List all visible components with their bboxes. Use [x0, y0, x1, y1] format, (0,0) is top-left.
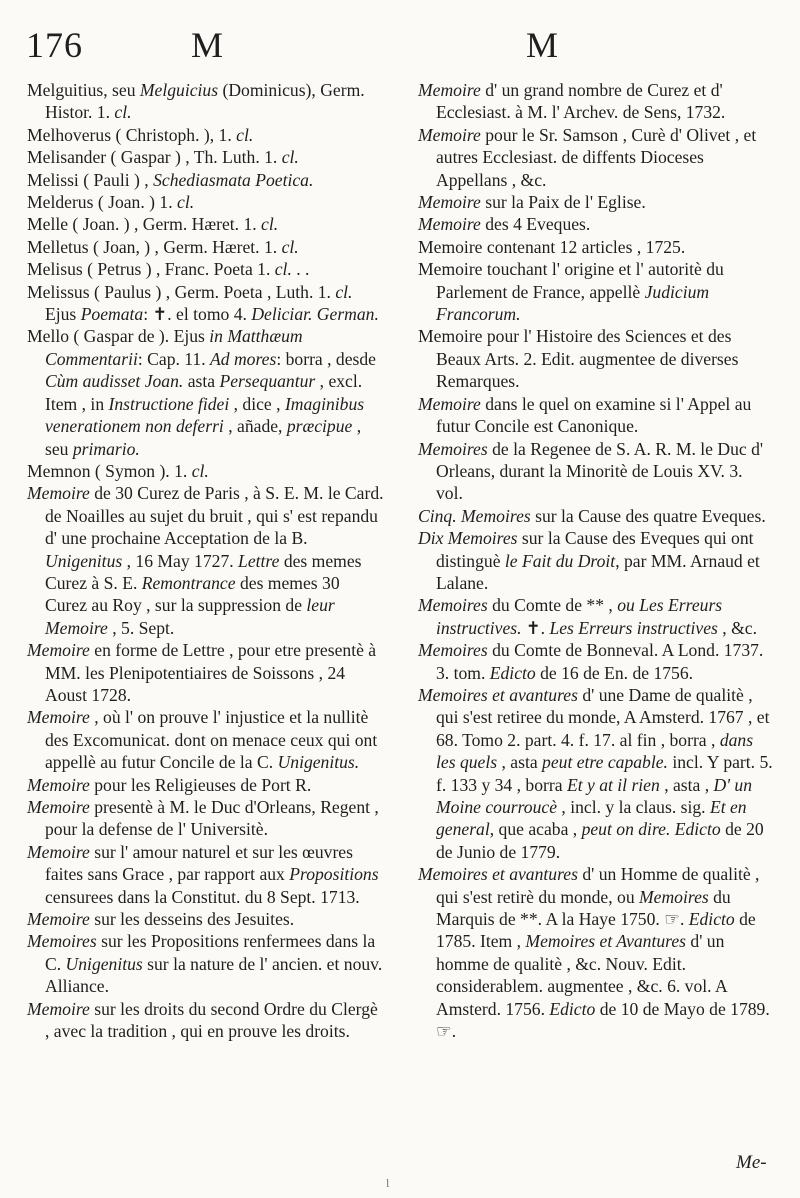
- index-entry: [418, 863, 773, 1042]
- entry-text: sur la nature de l' ancien. et nouv. Alliance.: [45, 953, 383, 997]
- entry-text: , asta ,: [659, 774, 714, 795]
- entry-italic-text: Memoire: [27, 483, 90, 504]
- entry-italic-text: Memoire: [27, 998, 90, 1019]
- entry-italic-text: Memoire: [418, 80, 481, 100]
- index-entry: [418, 213, 773, 235]
- entry-italic-text: cl.: [114, 102, 132, 123]
- entry-italic-text: Dix Memoires: [418, 528, 518, 549]
- index-entry: [418, 79, 773, 124]
- entry-text: d' une Dame de qualitè , qui s'est retiree du monde, A Amsterd. 1767 , et 68. Tomo 2. part. 4. f. 17. al fin , borra ,: [436, 684, 770, 750]
- entry-italic-text: cl.: [281, 236, 299, 257]
- entry-italic-text: Remontrance: [141, 572, 236, 593]
- index-entry: [27, 124, 385, 146]
- entry-italic-text: peut etre capable.: [542, 752, 668, 773]
- entry-italic-text: Edicto: [549, 998, 596, 1019]
- bottom-mark: l: [386, 1176, 390, 1190]
- index-entry: [27, 908, 385, 930]
- entry-italic-text: cl.: [177, 192, 195, 213]
- entry-text: Ejus: [45, 304, 81, 325]
- entry-text: Melle ( Joan. ) , Germ. Hæret. 1.: [27, 214, 262, 235]
- entry-text: du Comte de Bonneval. A Lond. 1737. 3. tom.: [436, 640, 764, 683]
- index-entry: [27, 191, 385, 213]
- entry-text: , incl. y la claus. sig.: [557, 797, 710, 817]
- entry-italic-text: Cùm audisset Joan.: [45, 371, 184, 392]
- entry-text: du Marquis de **. A la Haye 1750. ☞.: [436, 886, 731, 930]
- entry-text: Memoire contenant 12 articles , 1725.: [418, 236, 686, 257]
- entry-italic-text: Ad mores: [210, 348, 277, 369]
- entry-text: Melguitius, seu: [27, 80, 140, 100]
- index-entry: [418, 325, 773, 392]
- entry-text: d' un homme de qualitè , &c. Nouv. Edit. considerablem. augmentee , &c. 6. vol. A Amsterd. 1756.: [436, 931, 727, 1019]
- entry-italic-text: Memoire: [418, 393, 481, 414]
- entry-text: : ✝. el tomo 4.: [143, 304, 252, 325]
- index-entry: [27, 774, 385, 796]
- index-entry: [27, 639, 385, 706]
- entry-text: , añade,: [223, 416, 287, 437]
- entry-italic-text: Persequantur: [219, 371, 316, 392]
- entry-italic-text: ou Les Erreurs instructives.: [436, 595, 723, 638]
- index-entry: [27, 998, 385, 1043]
- page-number: 176: [26, 25, 83, 65]
- index-entry: [27, 706, 385, 773]
- index-entry: [27, 482, 385, 639]
- entry-italic-text: Memoire: [27, 909, 90, 930]
- entry-text: Memnon ( Symon ). 1.: [27, 460, 192, 481]
- entry-italic-text: Lettre: [238, 550, 280, 571]
- entry-italic-text: Memoires: [418, 640, 488, 661]
- index-entry: [27, 236, 385, 258]
- entry-text: des memes 30 Curez au Roy , sur la suppression de: [45, 572, 340, 616]
- entry-text: , par MM. Arnaud et Lalane.: [436, 550, 760, 593]
- entry-italic-text: Unigenitus: [45, 550, 123, 571]
- index-entry: [418, 258, 773, 325]
- entry-text: , 5. Sept.: [107, 617, 175, 638]
- entry-italic-text: D' un Moine courroucè: [436, 774, 753, 817]
- entry-italic-text: Les Erreurs instructives: [549, 617, 718, 638]
- entry-italic-text: Instructione fidei: [108, 393, 230, 414]
- index-entry: [27, 796, 385, 841]
- entry-text: sur la Cause des Eveques qui ont distinguè: [436, 528, 754, 571]
- index-entry: [418, 393, 773, 438]
- entry-italic-text: Memoires et Avantures: [525, 931, 687, 952]
- index-entry: [418, 236, 773, 258]
- entry-italic-text: cl.: [191, 460, 209, 481]
- entry-italic-text: Memoire: [27, 707, 90, 728]
- index-entry: [27, 460, 385, 482]
- entry-text: , &c.: [717, 617, 757, 638]
- entry-text: , excl. Item , in: [45, 371, 363, 414]
- entry-italic-text: peut on dire. Edicto: [581, 819, 721, 840]
- entry-text: : Cap. 11.: [137, 348, 211, 369]
- index-entry: [418, 124, 773, 191]
- entry-text: . .: [291, 259, 310, 280]
- entry-text: Melisus ( Petrus ) , Franc. Poeta 1.: [27, 259, 275, 280]
- catchword: Me-: [736, 1152, 767, 1173]
- entry-text: Melissi ( Pauli ) ,: [27, 169, 154, 190]
- entry-text: Melderus ( Joan. ) 1.: [27, 192, 178, 213]
- entry-text: sur les droits du second Ordre du Clergè , avec la tradition , qui en prouve les droits.: [45, 998, 378, 1042]
- entry-text: Melissus ( Paulus ) , Germ. Poeta , Luth. 1.: [27, 281, 336, 302]
- entry-italic-text: Cinq. Memoires: [418, 505, 531, 526]
- entry-text: de 16 de En. de 1756.: [535, 662, 694, 683]
- index-entry: [27, 213, 385, 235]
- index-entry: [418, 191, 773, 213]
- entry-text: d' un grand nombre de Curez et d' Ecclesiast. à M. l' Archev. de Sens, 1732.: [436, 80, 726, 123]
- entry-italic-text: in Matthæum Commentarii: [45, 326, 303, 369]
- entry-text: sur les desseins des Jesuites.: [89, 909, 295, 930]
- index-entry: [418, 505, 773, 527]
- index-entry: [27, 841, 385, 908]
- entry-text: de 1785. Item ,: [436, 909, 756, 952]
- entry-italic-text: Memoire: [418, 124, 481, 145]
- entry-italic-text: Memoires et avantures: [418, 864, 578, 885]
- entry-text: asta: [183, 371, 220, 392]
- entry-italic-text: Deliciar. German.: [251, 304, 379, 325]
- entry-text: de 30 Curez de Paris , à S. E. M. le Card. de Noailles au sujet du bruit , qui s' est repandu d' une prochaine Acceptation de la B.: [45, 483, 384, 549]
- entry-text: , seu: [45, 416, 362, 459]
- entry-italic-text: Schediasmata Poetica.: [153, 169, 314, 190]
- entry-italic-text: Memoire: [27, 797, 90, 817]
- entry-text: censurees dans la Constitut. du 8 Sept. 1713.: [45, 886, 360, 907]
- entry-text: Melletus ( Joan, ) , Germ. Hæret. 1.: [27, 236, 282, 257]
- entry-text: sur la Cause des quatre Eveques.: [530, 505, 766, 526]
- entry-italic-text: le Fait du Droit: [504, 550, 616, 571]
- entry-italic-text: Memoires: [418, 595, 488, 616]
- entry-italic-text: Judicium Francorum.: [436, 281, 710, 325]
- entry-italic-text: Melguicius: [139, 80, 219, 100]
- header-letter-right: M: [526, 25, 560, 65]
- entry-italic-text: Unigenitus.: [277, 752, 360, 773]
- index-entry: [27, 169, 385, 191]
- entry-italic-text: cl.: [236, 124, 254, 145]
- index-entry: [27, 79, 385, 124]
- entry-text: du Comte de ** ,: [487, 595, 618, 616]
- entry-text: des memes Curez à S. E.: [45, 550, 362, 593]
- entry-text: , 16 May 1727.: [122, 550, 239, 571]
- entry-italic-text: Memoire: [418, 192, 481, 213]
- entry-text: Mello ( Gaspar de ). Ejus: [27, 326, 210, 347]
- entry-text: pour le Sr. Samson , Curè d' Olivet , et autres Ecclesiast. de diffents Dioceses Appellans , &c.: [436, 124, 757, 190]
- entry-italic-text: Et y at il rien: [566, 774, 660, 795]
- entry-italic-text: Memoires: [27, 931, 97, 952]
- entry-italic-text: Memoire: [27, 841, 90, 862]
- entry-text: sur la Paix de l' Eglise.: [480, 192, 646, 213]
- entry-text: Memoire pour l' Histoire des Sciences et des Beaux Arts. 2. Edit. augmentee de diverses Remarques.: [418, 326, 739, 392]
- index-entry: [418, 594, 773, 639]
- index-entry: [27, 146, 385, 168]
- entry-text: , que acaba ,: [489, 819, 582, 840]
- entry-text: de la Regenee de S. A. R. M. le Duc d' Orleans, durant la Minoritè de Louis XV. 3. vol.: [436, 438, 764, 504]
- entry-text: dans le quel on examine si l' Appel au futur Concile est Canonique.: [436, 393, 752, 437]
- index-entry: [27, 930, 385, 997]
- entry-text: Melhoverus ( Christoph. ), 1.: [27, 124, 237, 145]
- entry-text: Melisander ( Gaspar ) , Th. Luth. 1.: [27, 147, 282, 168]
- entry-text: , asta: [497, 752, 543, 773]
- entry-italic-text: leur Memoire: [45, 595, 335, 638]
- entry-text: sur les Propositions renfermees dans la C.: [45, 931, 376, 974]
- entry-text: presentè à M. le Duc d'Orleans, Regent , pour la defense de l' Universitè.: [45, 797, 379, 840]
- entry-italic-text: Imaginibus venerationem non deferri: [45, 393, 365, 437]
- right-column: [418, 79, 773, 1042]
- entry-italic-text: Memoires et avantures: [418, 684, 578, 705]
- entry-italic-text: Memoire: [27, 774, 90, 795]
- entry-text: , où l' on prouve l' injustice et la nullitè des Excomunicat. dont on menace ceux qui ont appellè au futur Concile de la C.: [45, 707, 378, 773]
- entry-italic-text: cl.: [261, 214, 279, 235]
- entry-text: de 10 de Mayo de 1789. ☞.: [436, 998, 770, 1042]
- entry-italic-text: Edicto: [688, 909, 735, 930]
- running-header: [26, 14, 776, 78]
- index-entry: [27, 325, 385, 459]
- entry-text: incl. Y part. 5. f. 133 y 34 , borra: [436, 752, 773, 795]
- entry-text: en forme de Lettre , pour etre presentè à MM. les Plenipotentiaires de Soissons , 24 Aoust 1728.: [45, 640, 377, 705]
- entry-italic-text: primario.: [72, 438, 140, 459]
- entry-text: de 20 de Junio de 1779.: [436, 819, 764, 862]
- entry-italic-text: Propositions: [289, 864, 379, 885]
- index-entry: [418, 639, 773, 684]
- entry-italic-text: Memoires: [639, 886, 709, 907]
- entry-italic-text: Unigenitus: [65, 953, 143, 974]
- entry-text: d' un Homme de qualitè , qui s'est retirè du monde, ou: [436, 864, 760, 907]
- left-column: [27, 79, 385, 1042]
- entry-italic-text: Memoire: [418, 214, 481, 235]
- entry-italic-text: cl.: [274, 259, 292, 280]
- entry-text: Memoire touchant l' origine et l' autoritè du Parlement de France, appellè: [418, 259, 724, 302]
- index-entry: [418, 684, 773, 863]
- entry-text: (Dominicus), Germ. Histor. 1.: [45, 80, 365, 123]
- entry-text: des 4 Eveques.: [480, 214, 591, 235]
- entry-italic-text: Et en general: [436, 797, 747, 840]
- entry-italic-text: Poemata: [80, 304, 144, 325]
- index-entry: [418, 438, 773, 505]
- index-entry: [27, 281, 385, 326]
- entry-text: , dice ,: [229, 393, 285, 414]
- entry-italic-text: dans les quels: [436, 729, 754, 773]
- entry-text: pour les Religieuses de Port R.: [89, 774, 312, 795]
- entry-italic-text: Edicto: [489, 662, 536, 683]
- header-letter-left: M: [191, 25, 225, 65]
- index-entry: [27, 258, 385, 280]
- entry-italic-text: præcipue: [286, 416, 353, 437]
- entry-italic-text: cl.: [335, 281, 353, 302]
- entry-italic-text: cl.: [281, 147, 299, 168]
- entry-italic-text: Memoires: [418, 438, 488, 459]
- entry-text: : borra , desde: [276, 348, 376, 369]
- entry-italic-text: Memoire: [27, 640, 90, 661]
- entry-text: sur l' amour naturel et sur les œuvres faites sans Grace , par rapport aux: [45, 841, 353, 885]
- entry-text: ✝.: [521, 617, 550, 638]
- index-entry: [418, 527, 773, 594]
